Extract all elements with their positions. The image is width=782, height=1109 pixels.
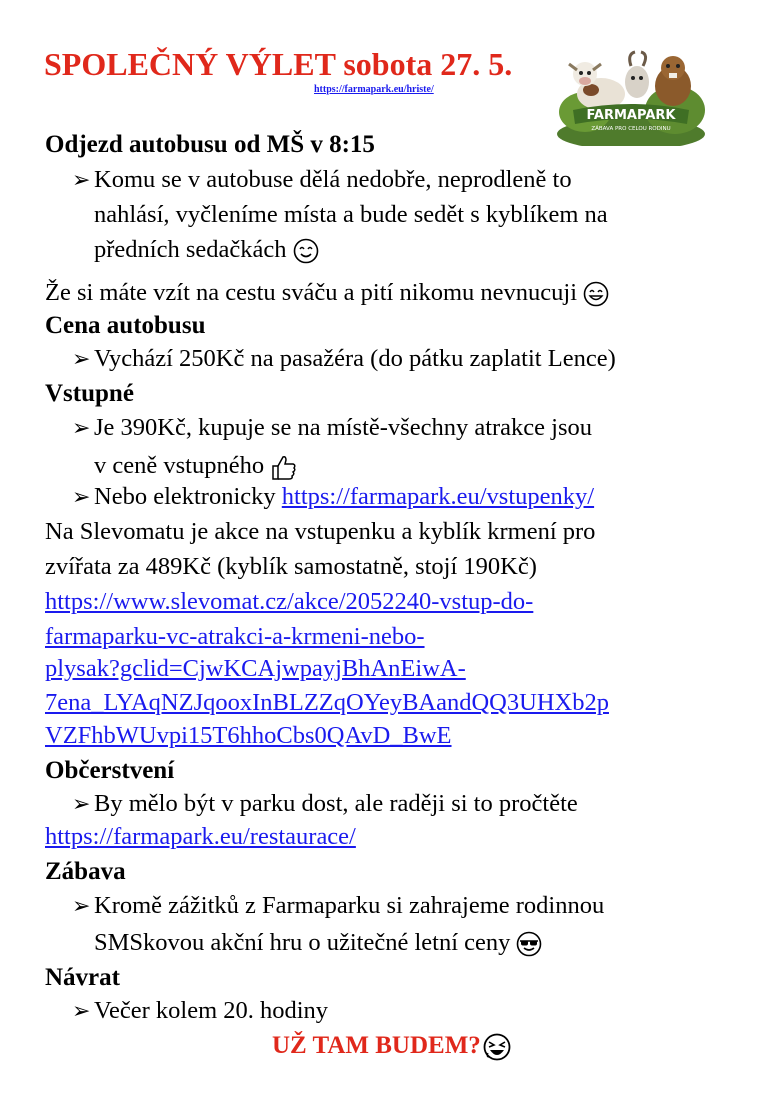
admission-bullet-1-line-1: ➢ Je 390Kč, kupuje se na místě-všechny atrakce jsou xyxy=(72,414,593,441)
return-heading: Návrat xyxy=(45,964,120,991)
admission-bullet-2: ➢ Nebo elektronicky https://farmapark.eu/vstupenky/ xyxy=(72,483,595,510)
farmapark-logo xyxy=(555,42,707,146)
bullet-arrow-icon: ➢ xyxy=(72,999,91,1024)
departure-note: Že si máte vzít na cestu sváču a pití nikomu nevnucuji xyxy=(45,279,609,307)
fun-heading: Zábava xyxy=(45,858,126,885)
bullet-arrow-icon: ➢ xyxy=(72,894,91,919)
closing-line: UŽ TAM BUDEM? xyxy=(272,1032,511,1061)
bullet-arrow-icon: ➢ xyxy=(72,416,91,441)
admission-bullet-1-line-2: v ceně vstupného xyxy=(94,452,298,481)
slevomat-link-line-4[interactable]: 7ena_LYAqNZJqooxInBLZZqOYeyBAandQQ3UHXb2p xyxy=(45,689,609,716)
departure-bullet-line-3: předních sedačkách xyxy=(94,236,319,264)
departure-bullet-line-1: ➢ Komu se v autobuse dělá nedobře, neprodleně to xyxy=(72,166,572,193)
fun-bullet-line-2: SMSkovou akční hru o užitečné letní ceny xyxy=(94,929,542,957)
farmapark-playground-link[interactable]: https://farmapark.eu/hriste/ xyxy=(314,84,434,95)
sunglasses-face-icon xyxy=(516,931,542,957)
restaurant-link[interactable]: https://farmapark.eu/restaurace/ xyxy=(45,823,356,850)
thumbs-up-icon xyxy=(270,453,298,481)
bullet-arrow-icon: ➢ xyxy=(72,168,91,193)
refreshments-bullet: ➢ By mělo být v parku dost, ale raději si to pročtěte xyxy=(72,790,578,817)
admission-heading: Vstupné xyxy=(45,380,134,407)
page-title: SPOLEČNÝ VÝLET sobota 27. 5. xyxy=(44,46,513,82)
departure-heading: Odjezd autobusu od MŠ v 8:15 xyxy=(45,131,375,158)
bullet-arrow-icon: ➢ xyxy=(72,485,91,510)
bus-price-bullet: ➢ Vychází 250Kč na pasažéra (do pátku zaplatit Lence) xyxy=(72,345,616,372)
fun-bullet-line-1: ➢ Kromě zážitků z Farmaparku si zahrajeme rodinnou xyxy=(72,892,605,919)
relieved-face-icon xyxy=(293,238,319,264)
bus-price-heading: Cena autobusu xyxy=(45,312,206,339)
slevomat-link-line-1[interactable]: https://www.slevomat.cz/akce/2052240-vstup-do- xyxy=(45,588,534,615)
refreshments-heading: Občerstvení xyxy=(45,757,175,784)
logo-tagline: ZÁBAVA PRO CELOU RODINU xyxy=(591,126,671,132)
bullet-arrow-icon: ➢ xyxy=(72,792,91,817)
bullet-arrow-icon: ➢ xyxy=(72,347,91,372)
tickets-link[interactable]: https://farmapark.eu/vstupenky/ xyxy=(281,483,595,510)
slevomat-text-line-2: zvířata za 489Kč (kyblík samostatně, stojí 190Kč) xyxy=(45,553,537,580)
logo-wordmark: FARMAPARK xyxy=(586,108,676,123)
slevomat-link-line-3[interactable]: plysak?gclid=CjwKCAjwpayjBhAnEiwA- xyxy=(45,655,466,682)
slevomat-link-line-5[interactable]: VZFhbWUvpi15T6hhoCbs0QAvD_BwE xyxy=(45,722,452,749)
slevomat-text-line-1: Na Slevomatu je akce na vstupenku a kyblík krmení pro xyxy=(45,518,596,545)
laughing-face-icon xyxy=(483,1033,511,1061)
slevomat-link-line-2[interactable]: farmaparku-vc-atrakci-a-krmeni-nebo- xyxy=(45,623,425,650)
smiling-face-icon xyxy=(583,281,609,307)
departure-bullet-line-2: nahlásí, vyčleníme místa a bude sedět s kyblíkem na xyxy=(94,201,608,228)
return-bullet: ➢ Večer kolem 20. hodiny xyxy=(72,997,329,1024)
